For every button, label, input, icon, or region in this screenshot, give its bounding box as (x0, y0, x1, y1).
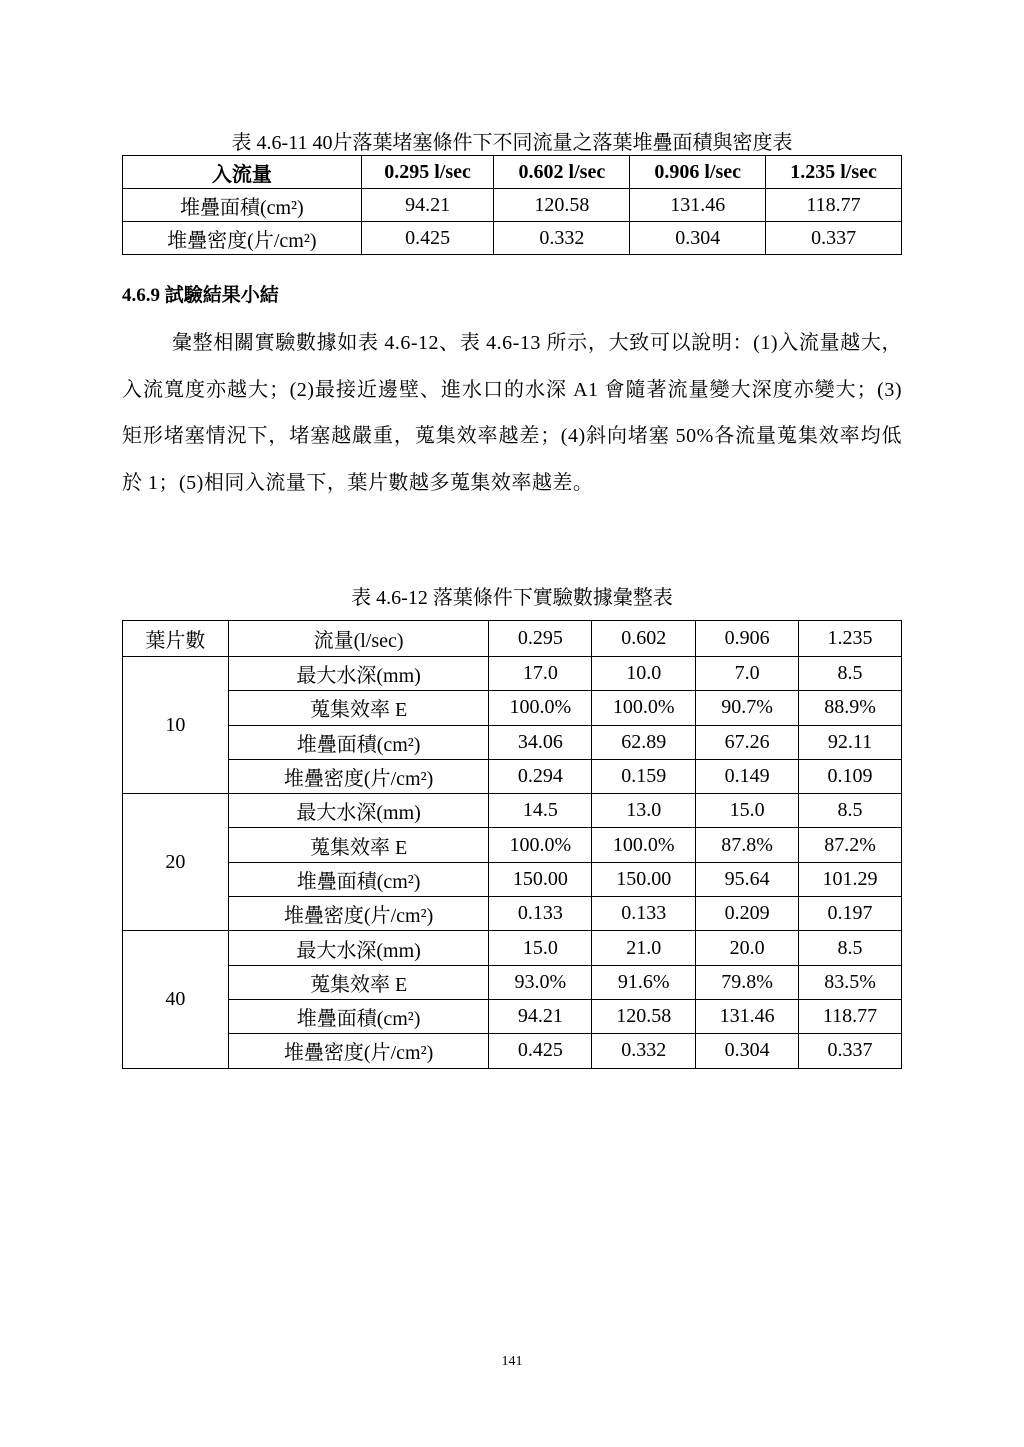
table1-caption: 表 4.6-11 40片落葉堵塞條件下不同流量之落葉堆疊面積與密度表 (231, 132, 793, 154)
table-cell: 120.58 (592, 999, 696, 1033)
table-cell: 0.133 (592, 897, 696, 931)
table-cell: 62.89 (592, 725, 696, 759)
table-cell: 0.109 (799, 759, 902, 793)
section-heading: 4.6.9 試驗結果小結 (122, 285, 279, 306)
row-label: 蒐集效率 E (228, 691, 489, 725)
table-cell: 94.21 (489, 999, 592, 1033)
table-row (123, 222, 902, 255)
table-cell: 10.0 (592, 657, 696, 691)
table-cell: 100.0% (489, 691, 592, 725)
table-cell: 118.77 (766, 189, 902, 222)
table-cell: 13.0 (592, 794, 696, 828)
table2-header-cell: 0.295 (489, 621, 592, 657)
table-cell: 79.8% (696, 965, 799, 999)
table2-header-cell: 0.602 (592, 621, 696, 657)
row-label: 堆疊密度(片/cm²) (228, 759, 489, 793)
table-cell: 8.5 (799, 794, 902, 828)
table-row (123, 828, 902, 862)
leaf-count-cell: 40 (123, 931, 229, 1068)
table-row (123, 657, 902, 691)
table-cell: 0.159 (592, 759, 696, 793)
table-row (123, 759, 902, 793)
table-cell: 0.304 (630, 222, 766, 255)
row-label: 堆疊密度(片/cm²) (123, 222, 362, 255)
table-cell: 15.0 (489, 931, 592, 965)
table1-header-cell: 0.295 l/sec (361, 156, 494, 189)
table-cell: 15.0 (696, 794, 799, 828)
row-label: 堆疊密度(片/cm²) (228, 1034, 489, 1068)
table-row (123, 189, 902, 222)
table-cell: 0.337 (799, 1034, 902, 1068)
table-row (123, 794, 902, 828)
table-row (123, 897, 902, 931)
table-cell: 0.133 (489, 897, 592, 931)
row-label: 堆疊面積(cm²) (228, 725, 489, 759)
table2-header-cell: 流量(l/sec) (228, 621, 489, 657)
table-row (123, 931, 902, 965)
table-cell: 91.6% (592, 965, 696, 999)
leaf-count-cell: 20 (123, 794, 229, 931)
table-cell: 131.46 (696, 999, 799, 1033)
table-cell: 93.0% (489, 965, 592, 999)
table-cell: 0.209 (696, 897, 799, 931)
table-cell: 8.5 (799, 931, 902, 965)
table2-header-cell: 葉片數 (123, 621, 229, 657)
table-cell: 34.06 (489, 725, 592, 759)
table-cell: 120.58 (494, 189, 630, 222)
table1-header-row (123, 156, 902, 189)
table-cell: 8.5 (799, 657, 902, 691)
row-label: 最大水深(mm) (228, 794, 489, 828)
table-cell: 0.337 (766, 222, 902, 255)
table-cell: 131.46 (630, 189, 766, 222)
table-cell: 100.0% (592, 691, 696, 725)
row-label: 堆疊面積(cm²) (228, 862, 489, 896)
table-cell: 150.00 (489, 862, 592, 896)
table2 (122, 620, 902, 1069)
table-cell: 101.29 (799, 862, 902, 896)
table-cell: 7.0 (696, 657, 799, 691)
row-label: 蒐集效率 E (228, 965, 489, 999)
table-cell: 0.425 (361, 222, 494, 255)
table-cell: 94.21 (361, 189, 494, 222)
table-cell: 0.304 (696, 1034, 799, 1068)
section-paragraph: 彙整相關實驗數據如表 4.6-12、表 4.6-13 所示，大致可以說明：(1)入流量越大，入流寬度亦越大；(2)最接近邊壁、進水口的水深 A1 會隨著流量變大深度亦變大；(3)矩形堵塞情況下，堵塞越嚴重，蒐集效率越差；(4)斜向堵塞 50%各流量蒐集效率均低於 1；(5)相同入流量下，葉片數越多蒐集效率越差。 (122, 332, 902, 494)
row-label: 堆疊密度(片/cm²) (228, 897, 489, 931)
table-cell: 0.197 (799, 897, 902, 931)
table-row (123, 1034, 902, 1068)
page-number: 141 (501, 1354, 523, 1369)
table-cell: 0.332 (592, 1034, 696, 1068)
row-label: 最大水深(mm) (228, 657, 489, 691)
table-cell: 14.5 (489, 794, 592, 828)
row-label: 最大水深(mm) (228, 931, 489, 965)
table-cell: 95.64 (696, 862, 799, 896)
table-row (123, 862, 902, 896)
table-row (123, 965, 902, 999)
row-label: 堆疊面積(cm²) (123, 189, 362, 222)
table-cell: 0.149 (696, 759, 799, 793)
table-row (123, 725, 902, 759)
table-cell: 0.294 (489, 759, 592, 793)
table2-header-cell: 1.235 (799, 621, 902, 657)
table-row (123, 691, 902, 725)
table2-header-row (123, 621, 902, 657)
table2-caption: 表 4.6-12 落葉條件下實驗數據彙整表 (351, 587, 673, 609)
table1-header-cell: 1.235 l/sec (766, 156, 902, 189)
table-cell: 0.332 (494, 222, 630, 255)
table-cell: 0.425 (489, 1034, 592, 1068)
table-cell: 100.0% (592, 828, 696, 862)
table-cell: 21.0 (592, 931, 696, 965)
table-cell: 90.7% (696, 691, 799, 725)
table-cell: 150.00 (592, 862, 696, 896)
table-cell: 118.77 (799, 999, 902, 1033)
table-cell: 87.2% (799, 828, 902, 862)
row-label: 蒐集效率 E (228, 828, 489, 862)
table-cell: 88.9% (799, 691, 902, 725)
row-label: 堆疊面積(cm²) (228, 999, 489, 1033)
leaf-count-cell: 10 (123, 657, 229, 794)
table-cell: 67.26 (696, 725, 799, 759)
table-cell: 20.0 (696, 931, 799, 965)
table2-header-cell: 0.906 (696, 621, 799, 657)
table-cell: 17.0 (489, 657, 592, 691)
table1-header-cell: 0.906 l/sec (630, 156, 766, 189)
table-cell: 100.0% (489, 828, 592, 862)
table1 (122, 155, 902, 255)
table-row (123, 999, 902, 1033)
table-cell: 87.8% (696, 828, 799, 862)
table1-header-cell: 0.602 l/sec (494, 156, 630, 189)
table-cell: 83.5% (799, 965, 902, 999)
table1-header-cell: 入流量 (123, 156, 362, 189)
table-cell: 92.11 (799, 725, 902, 759)
